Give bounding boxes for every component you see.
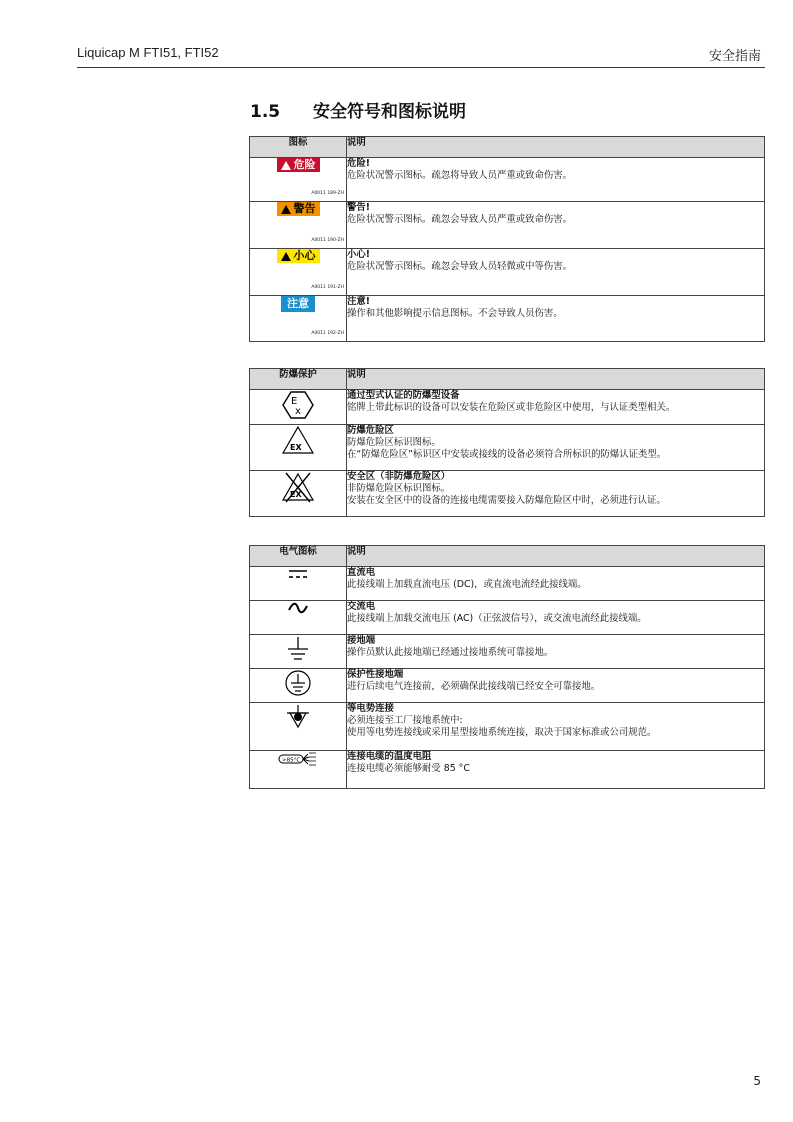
row-title: 警告! bbox=[347, 202, 371, 213]
table-row bbox=[250, 158, 765, 202]
label-text: 注意 bbox=[287, 297, 309, 310]
icon-cell bbox=[250, 390, 347, 425]
direct-current-icon bbox=[287, 567, 309, 581]
ground-terminal-icon bbox=[286, 635, 310, 663]
section-title: 安全符号和图标说明 bbox=[313, 102, 466, 122]
row-title: 保护性接地端 bbox=[347, 669, 404, 680]
warning-triangle-icon bbox=[281, 161, 291, 170]
row-text: 此接线端上加载交流电压 (AC)（正弦波信号），或交流电流经此接线端。 bbox=[347, 613, 647, 624]
safety-symbols-table bbox=[249, 136, 765, 342]
table-row bbox=[250, 202, 765, 249]
description-cell bbox=[347, 751, 765, 789]
icon-cell bbox=[250, 751, 347, 789]
header-document-title: Liquicap M FTI51, FTI52 bbox=[77, 45, 219, 60]
notice-label-icon bbox=[281, 296, 315, 312]
page-number: 5 bbox=[753, 1074, 761, 1088]
icon-cell bbox=[250, 249, 347, 296]
header-chapter-title: 安全指南 bbox=[708, 49, 761, 64]
explosion-protection-table bbox=[249, 368, 765, 517]
table-row bbox=[250, 703, 765, 751]
table-row bbox=[250, 567, 765, 601]
caution-label-icon bbox=[277, 249, 320, 263]
graphic-code: A0011 191-ZH bbox=[311, 285, 344, 290]
row-title: 通过型式认证的防爆型设备 bbox=[347, 390, 460, 401]
icon-cell bbox=[250, 567, 347, 601]
graphic-code: A0011 190-ZH bbox=[311, 238, 344, 243]
column-header-icon: 电气图标 bbox=[250, 546, 347, 567]
hazardous-area-icon bbox=[281, 425, 315, 455]
svg-text:EX: EX bbox=[290, 490, 302, 499]
column-header-description: 说明 bbox=[347, 369, 765, 390]
svg-text:x: x bbox=[295, 406, 301, 417]
row-text: 操作和其他影响提示信息图标。不会导致人员伤害。 bbox=[347, 308, 563, 319]
column-header-description: 说明 bbox=[347, 137, 765, 158]
row-text: 危险状况警示图标。疏忽会导致人员轻微或中等伤害。 bbox=[347, 261, 573, 272]
column-header-icon: 图标 bbox=[250, 137, 347, 158]
table-row bbox=[250, 669, 765, 703]
description-cell bbox=[347, 158, 765, 202]
warning-triangle-icon bbox=[281, 252, 291, 261]
row-text: 危险状况警示图标。疏忽将导致人员严重或致命伤害。 bbox=[347, 170, 573, 181]
header-rule bbox=[77, 67, 765, 68]
icon-cell bbox=[250, 202, 347, 249]
table-header-row bbox=[250, 546, 765, 567]
row-text: 防爆危险区标识图标。 bbox=[347, 437, 441, 448]
column-header-description: 说明 bbox=[347, 546, 765, 567]
row-title: 等电势连接 bbox=[347, 703, 394, 714]
row-text: 必须连接至工厂接地系统中: bbox=[347, 715, 463, 726]
table-row bbox=[250, 249, 765, 296]
row-text: 使用等电势连接线或采用星型接地系统连接，取决于国家标准或公司规范。 bbox=[347, 727, 657, 738]
row-title: 交流电 bbox=[347, 601, 376, 612]
table-row bbox=[250, 296, 765, 342]
description-cell bbox=[347, 703, 765, 751]
icon-cell bbox=[250, 296, 347, 342]
table-row bbox=[250, 390, 765, 425]
description-cell bbox=[347, 425, 765, 471]
graphic-code: A0011 192-ZH bbox=[311, 331, 344, 336]
row-title: 小心! bbox=[347, 249, 371, 260]
label-text: 危险 bbox=[293, 158, 316, 171]
warning-triangle-icon bbox=[281, 205, 291, 214]
section-number: 1.5 bbox=[250, 102, 281, 122]
icon-cell bbox=[250, 601, 347, 635]
graphic-code: A0011 189-ZH bbox=[311, 191, 344, 196]
icon-cell bbox=[250, 669, 347, 703]
row-title: 防爆危险区 bbox=[347, 425, 394, 436]
protective-earth-icon bbox=[284, 669, 312, 697]
table-row bbox=[250, 471, 765, 517]
description-cell bbox=[347, 296, 765, 342]
safe-area-icon bbox=[281, 471, 315, 503]
label-text: 小心 bbox=[293, 249, 316, 262]
description-cell bbox=[347, 202, 765, 249]
table-row bbox=[250, 425, 765, 471]
description-cell bbox=[347, 390, 765, 425]
row-title: 安全区（非防爆危险区） bbox=[347, 471, 451, 482]
icon-cell bbox=[250, 425, 347, 471]
table-header-row bbox=[250, 369, 765, 390]
table-row bbox=[250, 751, 765, 789]
table-row bbox=[250, 601, 765, 635]
icon-cell bbox=[250, 158, 347, 202]
column-header-icon: 防爆保护 bbox=[250, 369, 347, 390]
row-text: 在“防爆危险区”标识区中安装或接线的设备必须符合所标识的防爆认证类型。 bbox=[347, 449, 667, 460]
row-text: 危险状况警示图标。疏忽会导致人员严重或致命伤害。 bbox=[347, 214, 573, 225]
row-text: 非防爆危险区标识图标。 bbox=[347, 483, 451, 494]
icon-cell bbox=[250, 703, 347, 751]
svg-text:E: E bbox=[291, 396, 298, 407]
row-text: 操作员默认此接地端已经通过接地系统可靠接地。 bbox=[347, 647, 554, 658]
danger-label-icon bbox=[277, 158, 320, 172]
description-cell bbox=[347, 249, 765, 296]
row-title: 接地端 bbox=[347, 635, 376, 646]
equipotential-connection-icon bbox=[285, 703, 311, 731]
warning-label-icon bbox=[277, 202, 320, 216]
row-text: 此接线端上加载直流电压 (DC)，或直流电流经此接线端。 bbox=[347, 579, 587, 590]
section-heading bbox=[250, 97, 466, 122]
row-title: 危险! bbox=[347, 158, 371, 169]
table-header-row bbox=[250, 137, 765, 158]
electrical-symbols-table bbox=[249, 545, 765, 789]
description-cell bbox=[347, 567, 765, 601]
svg-text:EX: EX bbox=[290, 443, 302, 452]
row-title: 直流电 bbox=[347, 567, 376, 578]
row-text: 连接电缆必须能够耐受 85 °C bbox=[347, 763, 470, 774]
description-cell bbox=[347, 471, 765, 517]
description-cell bbox=[347, 601, 765, 635]
alternating-current-icon bbox=[287, 601, 309, 615]
cable-temperature-icon bbox=[278, 751, 318, 767]
row-text: 进行后续电气连接前，必须确保此接线端已经安全可靠接地。 bbox=[347, 681, 601, 692]
table-row bbox=[250, 635, 765, 669]
cable-temperature-text: >85°C bbox=[282, 757, 301, 764]
ex-approved-icon bbox=[281, 390, 315, 420]
description-cell bbox=[347, 635, 765, 669]
description-cell bbox=[347, 669, 765, 703]
row-text: 安装在安全区中的设备的连接电缆需要接入防爆危险区中时，必须进行认证。 bbox=[347, 495, 666, 506]
row-text: 铭牌上带此标识的设备可以安装在危险区或非危险区中使用，与认证类型相关。 bbox=[347, 402, 676, 413]
icon-cell bbox=[250, 635, 347, 669]
icon-cell bbox=[250, 471, 347, 517]
label-text: 警告 bbox=[293, 202, 316, 215]
row-title: 注意! bbox=[347, 296, 371, 307]
row-title: 连接电缆的温度电阻 bbox=[347, 751, 432, 762]
